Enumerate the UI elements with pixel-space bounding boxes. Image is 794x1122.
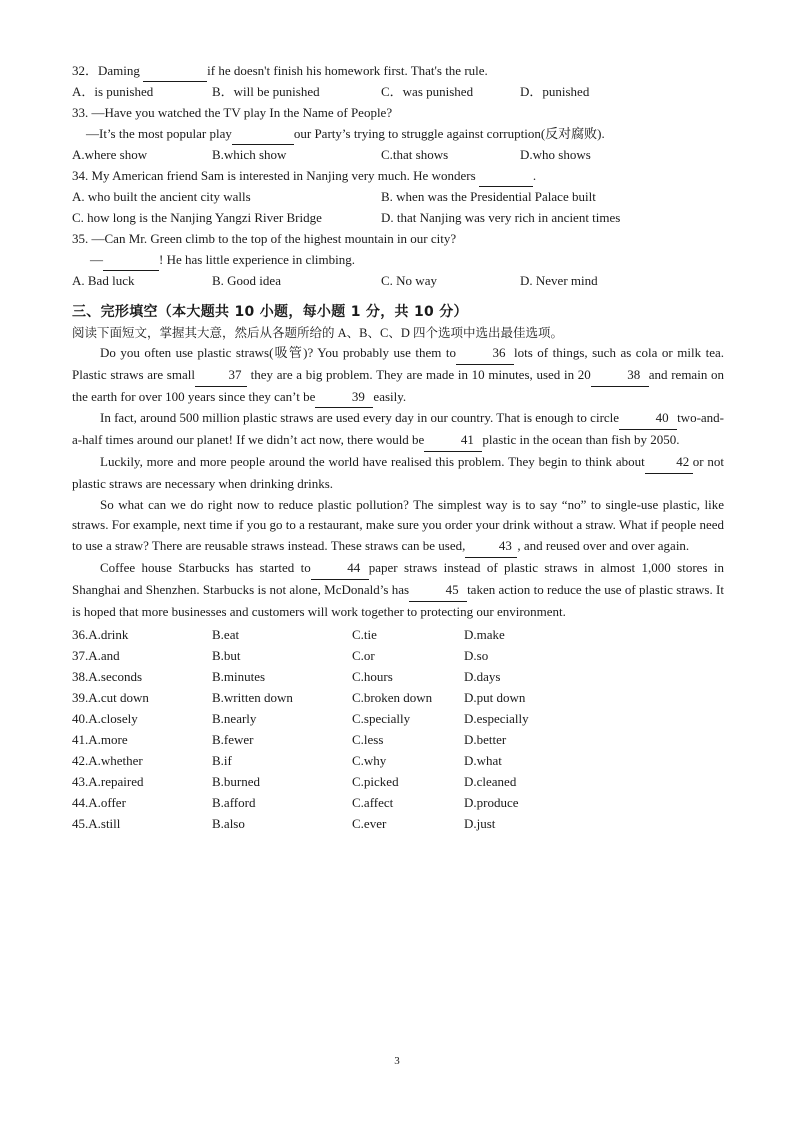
option-b: B.afford [212, 795, 256, 811]
option-b: B.also [212, 816, 245, 832]
passage-text: Coffee house Starbucks has started to [100, 559, 311, 575]
option-b: B.but [212, 648, 241, 664]
option-c: C.hours [352, 669, 393, 685]
passage-text: they are a big problem. They are made in 10 minutes, used in 20 [246, 366, 591, 382]
cloze-options-row [72, 645, 724, 666]
option-a: A. Bad luck [72, 273, 135, 288]
option-a: A. who built the ancient city walls [72, 189, 251, 204]
question-32-options [72, 81, 724, 102]
blank-number: 37 [195, 365, 247, 387]
cloze-options-row [72, 708, 724, 729]
option-d: D. Never mind [520, 273, 598, 288]
option-c: C.less [352, 732, 384, 748]
question-32-stem [72, 60, 724, 81]
option-d: D.so [464, 648, 489, 664]
question-33-stem: 33. —Have you watched the TV play In the Name of People? [72, 105, 393, 120]
option-a: 40.A.closely [72, 711, 138, 727]
option-b: B.if [212, 753, 232, 769]
passage-text: lots of things, such as cola or milk tea. Plastic straws are small [72, 345, 724, 382]
option-a: A.where show [72, 147, 148, 162]
cloze-options-row [72, 666, 724, 687]
option-d: D.days [464, 669, 501, 685]
cloze-options-row [72, 729, 724, 750]
option-d: D.produce [464, 795, 519, 811]
passage-text: plastic in the ocean than fish by 2050. [482, 432, 680, 448]
passage-text: two-and-a-half times around our planet! If we didn’t act now, there would be [72, 410, 724, 448]
option-c: C.picked [352, 774, 399, 790]
answer-blank [103, 249, 159, 271]
option-b: B. Good idea [212, 273, 281, 288]
cloze-options-row [72, 624, 724, 645]
blank-number: 41 [424, 430, 482, 452]
stem-text: ! He has little experience in climbing. [159, 252, 356, 267]
section-title: 三、完形填空（本大题共 10 小题，每小题 1 分，共 10 分） [72, 304, 468, 320]
answer-blank [479, 165, 533, 187]
question-35-reply [72, 249, 724, 270]
cloze-options-list [72, 624, 724, 834]
option-a: A．is punished [72, 84, 154, 99]
option-c: C.tie [352, 627, 377, 643]
passage-paragraph-2 [72, 408, 724, 452]
blank-number: 42 [645, 452, 693, 474]
option-c: C.specially [352, 711, 411, 727]
option-c: C.why [352, 753, 387, 769]
blank-number: 36 [456, 343, 514, 365]
passage-text: or not plastic straws are necessary when drinking drinks. [72, 453, 724, 491]
cloze-options-row [72, 687, 724, 708]
passage-text: taken action to reduce the use of plastic straws. It is hoped that more businesses and customers will work together to protecting our environment. [72, 581, 724, 619]
blank-number: 40 [619, 408, 677, 430]
passage-text: Luckily, more and more people around the world have realised this problem. They begin to think about [100, 453, 645, 469]
exam-page [72, 60, 724, 834]
option-c: C. how long is the Nanjing Yangzi River Bridge [72, 210, 322, 225]
passage-paragraph-4 [72, 495, 724, 558]
option-b: B.which show [212, 147, 287, 162]
option-a: 39.A.cut down [72, 690, 149, 706]
option-c: C.broken down [352, 690, 433, 706]
question-34-options-ab [72, 186, 724, 207]
passage-paragraph-1 [72, 343, 724, 408]
page-number: 3 [394, 1055, 400, 1067]
passage-text: easily. [373, 388, 407, 404]
cloze-options-row [72, 792, 724, 813]
cloze-options-row [72, 813, 724, 834]
passage-paragraph-3 [72, 452, 724, 495]
question-34-options-cd [72, 207, 724, 228]
option-a: 41.A.more [72, 732, 128, 748]
passage-text: paper straws instead of plastic straws in almost 1,000 stores in Shanghai and Shenzhen. Starbucks is not alone, McDonald’s has [72, 559, 724, 597]
option-b: B.minutes [212, 669, 266, 685]
cloze-passage [72, 343, 724, 622]
stem-text: — [90, 252, 103, 267]
option-d: D.make [464, 627, 505, 643]
cloze-options-row [72, 771, 724, 792]
option-b: B.written down [212, 690, 293, 706]
stem-text: 34. My American friend Sam is interested in Nanjing very much. He wonders [72, 168, 479, 183]
stem-text: . [532, 168, 537, 183]
option-d: D.just [464, 816, 496, 832]
option-a: 37.A.and [72, 648, 120, 664]
option-a: 38.A.seconds [72, 669, 143, 685]
option-b: B.nearly [212, 711, 257, 727]
option-a: 43.A.repaired [72, 774, 144, 790]
option-c: C.or [352, 648, 375, 664]
question-34-stem [72, 165, 724, 186]
stem-text: if he doesn't finish his homework first. That's the rule. [207, 63, 488, 78]
option-b: B．will be punished [212, 84, 320, 99]
answer-blank [232, 123, 294, 145]
passage-text: and remain on the earth for over 100 years since they can’t be [72, 366, 725, 404]
option-b: B.burned [212, 774, 261, 790]
option-b: B.fewer [212, 732, 254, 748]
option-d: D．punished [520, 84, 590, 99]
option-c: C. No way [381, 273, 437, 288]
question-33-reply [72, 123, 724, 144]
blank-number: 45 [409, 580, 467, 602]
passage-text: So what can we do right now to reduce plastic pollution? The simplest way is to say “no” to single-use plastic, like straws. For example, next time if you go to a restaurant, make sure you order your drink without a straw. What if people need to use a straw? There are reusable straws instead. These straws can be used, [72, 496, 724, 554]
option-d: D.put down [464, 690, 526, 706]
option-d: D.what [464, 753, 502, 769]
stem-text: —It’s the most popular play [86, 126, 232, 141]
option-d: D. that Nanjing was very rich in ancient times [381, 210, 621, 225]
stem-text: 32．Daming [72, 63, 144, 78]
stem-text: our Party’s trying to struggle against corruption(反对腐败). [293, 126, 605, 141]
passage-text: , and reused over and over again. [517, 538, 690, 554]
option-c: C.ever [352, 816, 387, 832]
option-c: C.affect [352, 795, 394, 811]
option-a: 42.A.whether [72, 753, 143, 769]
answer-blank [143, 60, 207, 82]
blank-number: 44 [311, 558, 369, 580]
question-35-options [72, 270, 724, 291]
option-d: D.especially [464, 711, 529, 727]
passage-paragraph-5 [72, 558, 724, 622]
option-a: 44.A.offer [72, 795, 126, 811]
question-35-stem: 35. —Can Mr. Green climb to the top of the highest mountain in our city? [72, 231, 457, 246]
option-d: D.cleaned [464, 774, 517, 790]
option-b: B.eat [212, 627, 240, 643]
option-d: D.better [464, 732, 507, 748]
option-d: D.who shows [520, 147, 591, 162]
blank-number: 43 [465, 536, 517, 558]
blank-number: 39 [315, 387, 373, 409]
option-c: C．was punished [381, 84, 474, 99]
question-33-options [72, 144, 724, 165]
blank-number: 38 [591, 365, 649, 387]
option-a: 45.A.still [72, 816, 121, 832]
option-c: C.that shows [381, 147, 449, 162]
option-b: B. when was the Presidential Palace built [381, 189, 596, 204]
passage-text: In fact, around 500 million plastic straws are used every day in our country. That is enough to circle [100, 410, 620, 426]
passage-text: Do you often use plastic straws(吸管)? You probably use them to [100, 345, 456, 360]
cloze-options-row [72, 750, 724, 771]
option-a: 36.A.drink [72, 627, 129, 643]
section-instruction: 阅读下面短文，掌握其大意，然后从各题所给的 A、B、C、D 四个选项中选出最佳选项。 [72, 326, 563, 340]
